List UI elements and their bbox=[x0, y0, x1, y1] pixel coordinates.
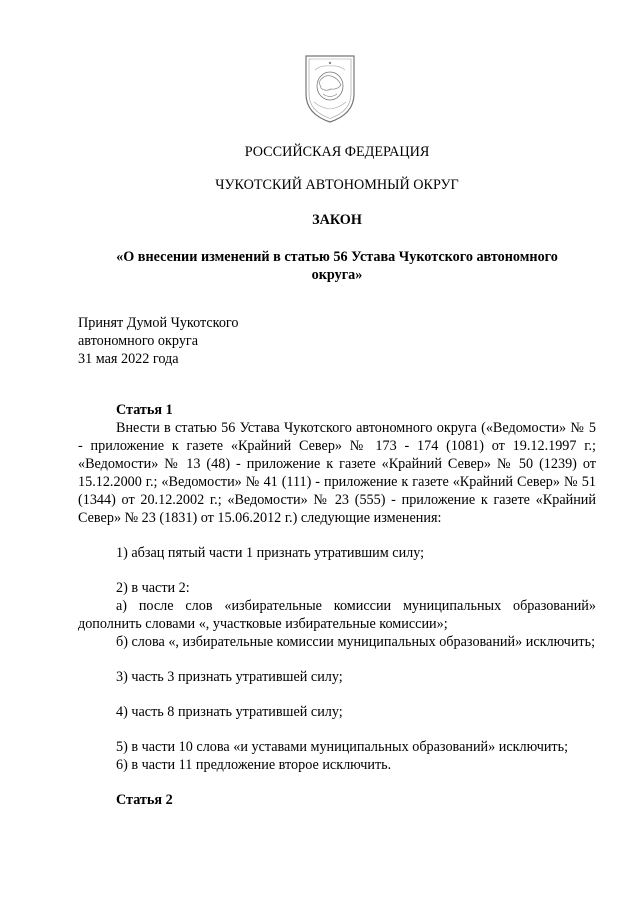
article-1-item-6: 6) в части 11 предложение второе исключить. bbox=[116, 757, 392, 773]
article-2-title: Статья 2 bbox=[116, 792, 173, 808]
adoption-date: 31 мая 2022 года bbox=[78, 351, 179, 367]
article-1-title: Статья 1 bbox=[116, 402, 173, 418]
article-1-item-4: 4) часть 8 признать утратившей силу; bbox=[116, 704, 343, 720]
document-type-heading: ЗАКОН bbox=[312, 212, 362, 228]
article-1-item-1: 1) абзац пятый части 1 признать утратившим силу; bbox=[116, 545, 425, 561]
coat-of-arms-icon bbox=[301, 52, 359, 124]
adoption-block bbox=[78, 314, 238, 368]
law-title-line2: округа» bbox=[311, 267, 363, 283]
adoption-line2: автономного округа bbox=[78, 333, 199, 349]
article-1-intro: Внести в статью 56 Устава Чукотского автономного округа («Ведомости» № 5 - приложение к газете «Крайний Север» № 173 - 174 (1081) от 19.12.1997 г.; «Ведомости» № 13 (48) - приложение к газете «Крайний Север» № 50 (1239) от 15.12.2000 г.; «Ведомости» № 41 (111) - приложение к газете «Крайний Север» № 51 (1344) от 20.12.2002 г.; «Ведомости» № 23 (555) - приложение к газете «Крайний Север» № 23 (1831) от 15.06.2012 г.) следующие изменения: bbox=[78, 420, 596, 526]
law-title-line1: «О внесении изменений в статью 56 Устава Чукотского автономного bbox=[116, 249, 558, 265]
law-title bbox=[78, 248, 596, 284]
article-1 bbox=[78, 401, 596, 809]
article-1-item-3: 3) часть 3 признать утратившей силу; bbox=[116, 669, 343, 685]
article-1-item-2a: а) после слов «избирательные комиссии муниципальных образований» дополнить словами «, участковые избирательные комиссии»; bbox=[78, 598, 596, 632]
region-heading: ЧУКОТСКИЙ АВТОНОМНЫЙ ОКРУГ bbox=[215, 177, 459, 193]
article-1-item-2b: б) слова «, избирательные комиссии муниципальных образований» исключить; bbox=[116, 634, 596, 650]
adoption-line1: Принят Думой Чукотского bbox=[78, 315, 239, 331]
article-1-item-2: 2) в части 2: bbox=[116, 580, 190, 596]
country-heading: РОССИЙСКАЯ ФЕДЕРАЦИЯ bbox=[244, 144, 430, 160]
article-1-item-5: 5) в части 10 слова «и уставами муниципальных образований» исключить; bbox=[116, 739, 569, 755]
